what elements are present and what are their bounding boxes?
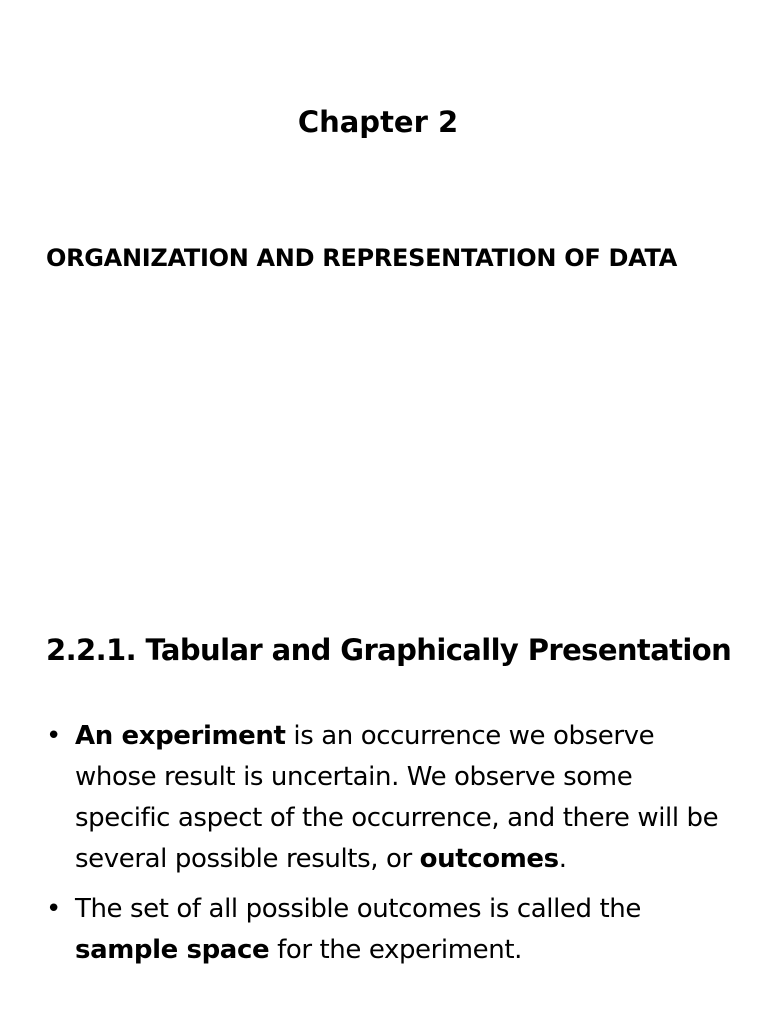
bullet-text-end: . xyxy=(558,844,567,874)
bullet-item-sample-space xyxy=(46,889,726,971)
section-heading: 2.2.1. Tabular and Graphically Presentation xyxy=(46,633,732,667)
bullet-list xyxy=(46,716,726,980)
term-sample-space: sample space xyxy=(75,935,270,965)
term-outcomes: outcomes xyxy=(419,844,559,874)
term-experiment: An experiment xyxy=(75,721,286,751)
bullet-item-experiment xyxy=(46,716,726,880)
bullet-text-end: for the experiment. xyxy=(269,935,523,965)
bullet-text: The set of all possible outcomes is called the xyxy=(75,894,641,924)
chapter-title: Chapter 2 xyxy=(297,105,459,139)
bullet-marker: • xyxy=(46,894,61,924)
bullet-text: is an occurrence we observe whose result is uncertain. We observe some specific aspect of the occurrence, and there will be several possible results, or xyxy=(75,721,719,874)
bullet-marker: • xyxy=(46,721,61,751)
chapter-subtitle: ORGANIZATION AND REPRESENTATION OF DATA xyxy=(46,244,678,272)
